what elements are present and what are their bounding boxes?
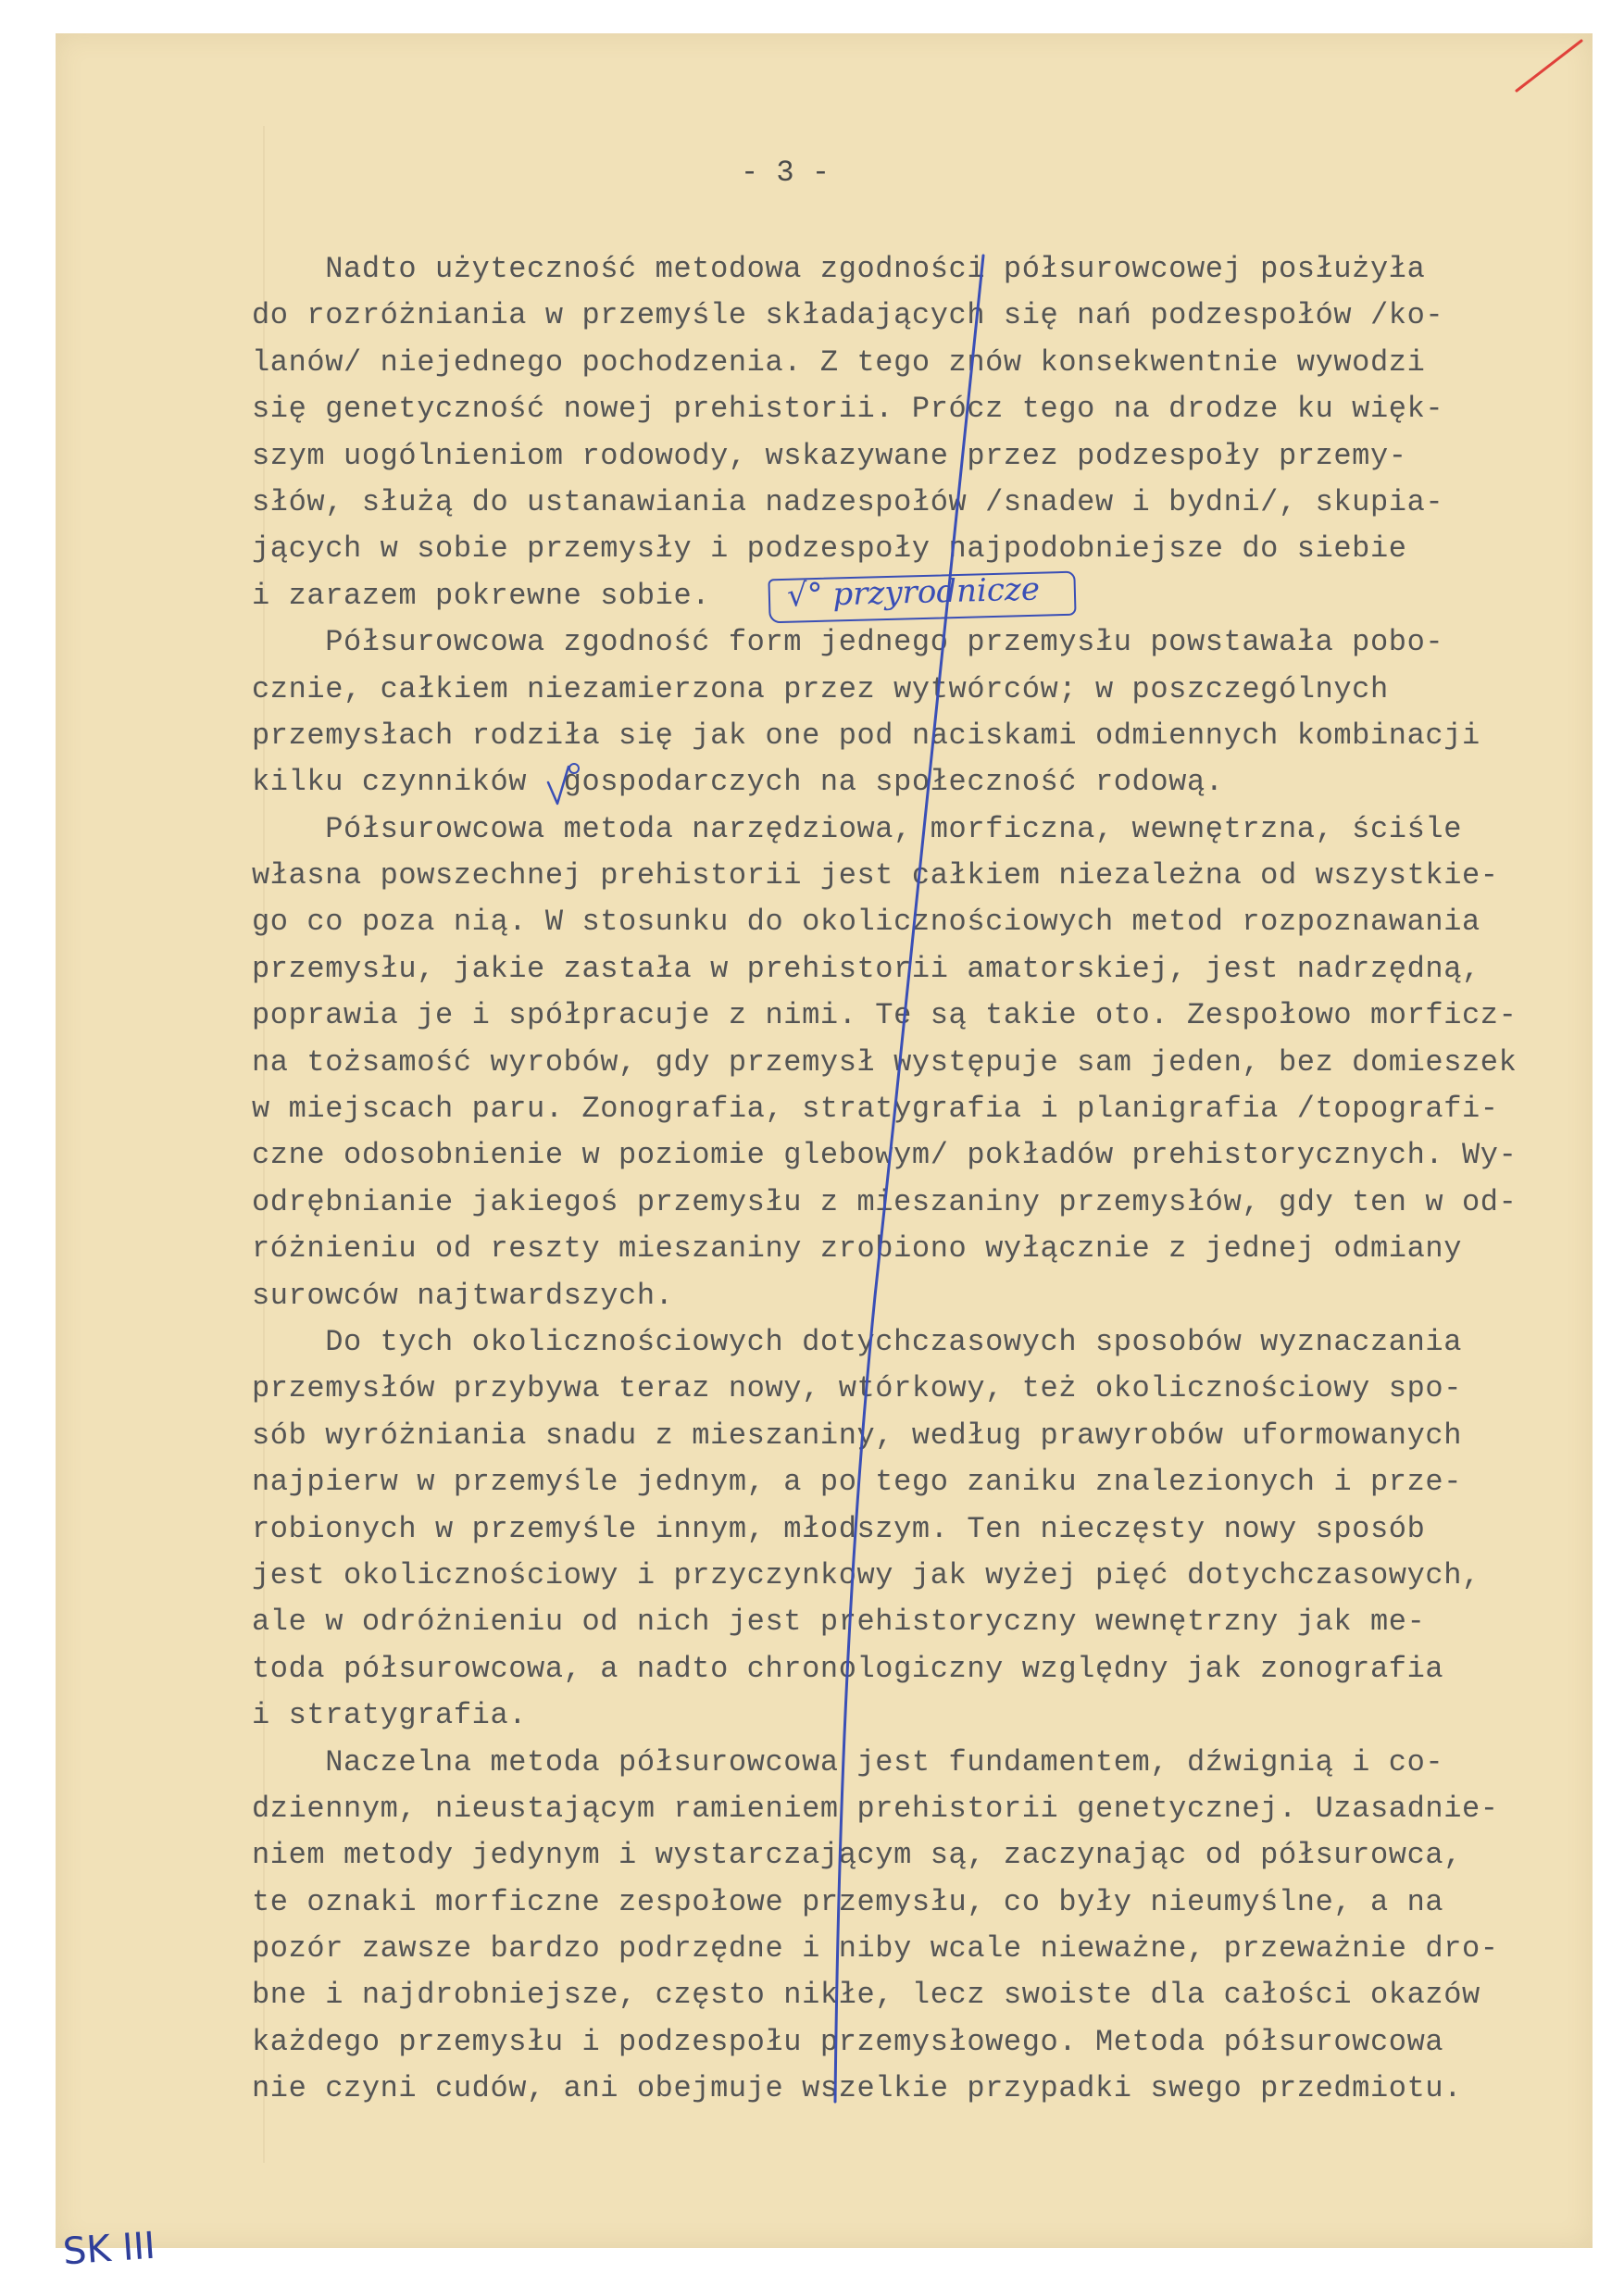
- text-line: różnieniu od reszty mieszaniny zrobiono wyłącznie z jednej odmiany: [252, 1231, 1463, 1267]
- text-line: Nadto użyteczność metodowa zgodności półsurowcowej posłużyła: [252, 252, 1426, 286]
- text-line: słów, służą do ustanawiania nadzespołów /snadew i bydni/, skupia-: [252, 484, 1444, 519]
- text-line: najpierw w przemyśle jednym, a po tego zaniku znalezionych i prze-: [252, 1465, 1463, 1500]
- text-line: dziennym, nieustającym ramieniem prehistorii genetycznej. Uzasadnie-: [252, 1791, 1499, 1826]
- page-number: - 3 -: [741, 156, 831, 190]
- text-line: jących w sobie przemysły i podzespoły najpodobniejsze do siebie: [252, 531, 1407, 567]
- text-line: przemysłach rodziła się jak one pod naciskami odmiennych kombinacji: [252, 718, 1480, 753]
- text-line: w miejscach paru. Zonografia, stratygrafia i planigrafia /topografi-: [252, 1092, 1499, 1127]
- text-line: się genetyczność nowej prehistorii. Prócz tego na drodze ku więk-: [252, 392, 1444, 427]
- handwritten-annotation: √° przyrodnicze: [786, 570, 1041, 615]
- text-line: lanów/ niejednego pochodzenia. Z tego znów konsekwentnie wywodzi: [252, 344, 1426, 380]
- text-line: bne i najdrobniejsze, często nikłe, lecz swoiste dla całości okazów: [252, 1978, 1480, 2013]
- text-line: i stratygrafia.: [252, 1698, 528, 1733]
- text-line: każdego przemysłu i podzespołu przemysłowego. Metoda półsurowcowa: [252, 2024, 1444, 2059]
- text-line: kilku czynników gospodarczych na społeczność rodową.: [252, 765, 1224, 800]
- margin-shelfmark: SK III: [61, 2224, 157, 2273]
- text-line: cznie, całkiem niezamierzona przez wytwórców; w poszczególnych: [252, 671, 1389, 706]
- text-line: przemysłu, jakie zastała w prehistorii amatorskiej, jest nadrzędną,: [252, 951, 1480, 986]
- text-line: go co poza nią. W stosunku do okolicznościowych metod rozpoznawania: [252, 905, 1480, 940]
- text-line: szym uogólnieniom rodowody, wskazywane przez podzespoły przemy-: [252, 438, 1407, 473]
- text-line: robionych w przemyśle innym, młodszym. Ten nieczęsty nowy sposób: [252, 1511, 1426, 1546]
- text-line: surowców najtwardszych.: [252, 1278, 674, 1313]
- text-line: własna powszechnej prehistorii jest całkiem niezależna od wszystkie-: [252, 858, 1499, 893]
- text-line: nie czyni cudów, ani obejmuje wszelkie przypadki swego przedmiotu.: [252, 2071, 1463, 2106]
- text-line: do rozróżniania w przemyśle składających się nań podzespołów /ko-: [252, 298, 1444, 333]
- text-line: sób wyróżniania snadu z mieszaniny, według prawyrobów uformowanych: [252, 1418, 1463, 1453]
- text-line: na tożsamość wyrobów, gdy przemysł występuje sam jeden, bez domieszek: [252, 1044, 1518, 1080]
- text-line: niem metody jedynym i wystarczającym są, zaczynając od półsurowca,: [252, 1838, 1463, 1873]
- text-line: toda półsurowcowa, a nadto chronologiczny względny jak zonografia: [252, 1651, 1444, 1686]
- text-line: czne odosobnienie w poziomie glebowym/ pokładów prehistorycznych. Wy-: [252, 1138, 1518, 1173]
- text-line: Naczelna metoda półsurowcowa jest fundamentem, dźwignią i co-: [252, 1744, 1444, 1780]
- typewritten-text: [252, 246, 1585, 2113]
- text-line: jest okolicznościowy i przyczynkowy jak wyżej pięć dotychczasowych,: [252, 1557, 1480, 1592]
- text-line: i zarazem pokrewne sobie.: [252, 578, 711, 613]
- text-line: Półsurowcowa zgodność form jednego przemysłu powstawała pobo-: [252, 625, 1444, 660]
- text-line: Półsurowcowa metoda narzędziowa, morficzna, wewnętrzna, ściśle: [252, 811, 1463, 846]
- text-line: odrębnianie jakiegoś przemysłu z mieszaniny przemysłów, gdy ten w od-: [252, 1184, 1518, 1219]
- text-line: poprawia je i spółpracuje z nimi. Te są takie oto. Zespołowo morficz-: [252, 998, 1518, 1033]
- text-line: pozór zawsze bardzo podrzędne i niby wcale nieważne, przeważnie dro-: [252, 1931, 1499, 1967]
- text-line: ale w odróżnieniu od nich jest prehistoryczny wewnętrzny jak me-: [252, 1605, 1426, 1640]
- text-line: przemysłów przybywa teraz nowy, wtórkowy, też okolicznościowy spo-: [252, 1371, 1463, 1406]
- text-line: te oznaki morficzne zespołowe przemysłu, co były nieumyślne, a na: [252, 1884, 1444, 1919]
- text-line: Do tych okolicznościowych dotychczasowych sposobów wyznaczania: [252, 1324, 1463, 1359]
